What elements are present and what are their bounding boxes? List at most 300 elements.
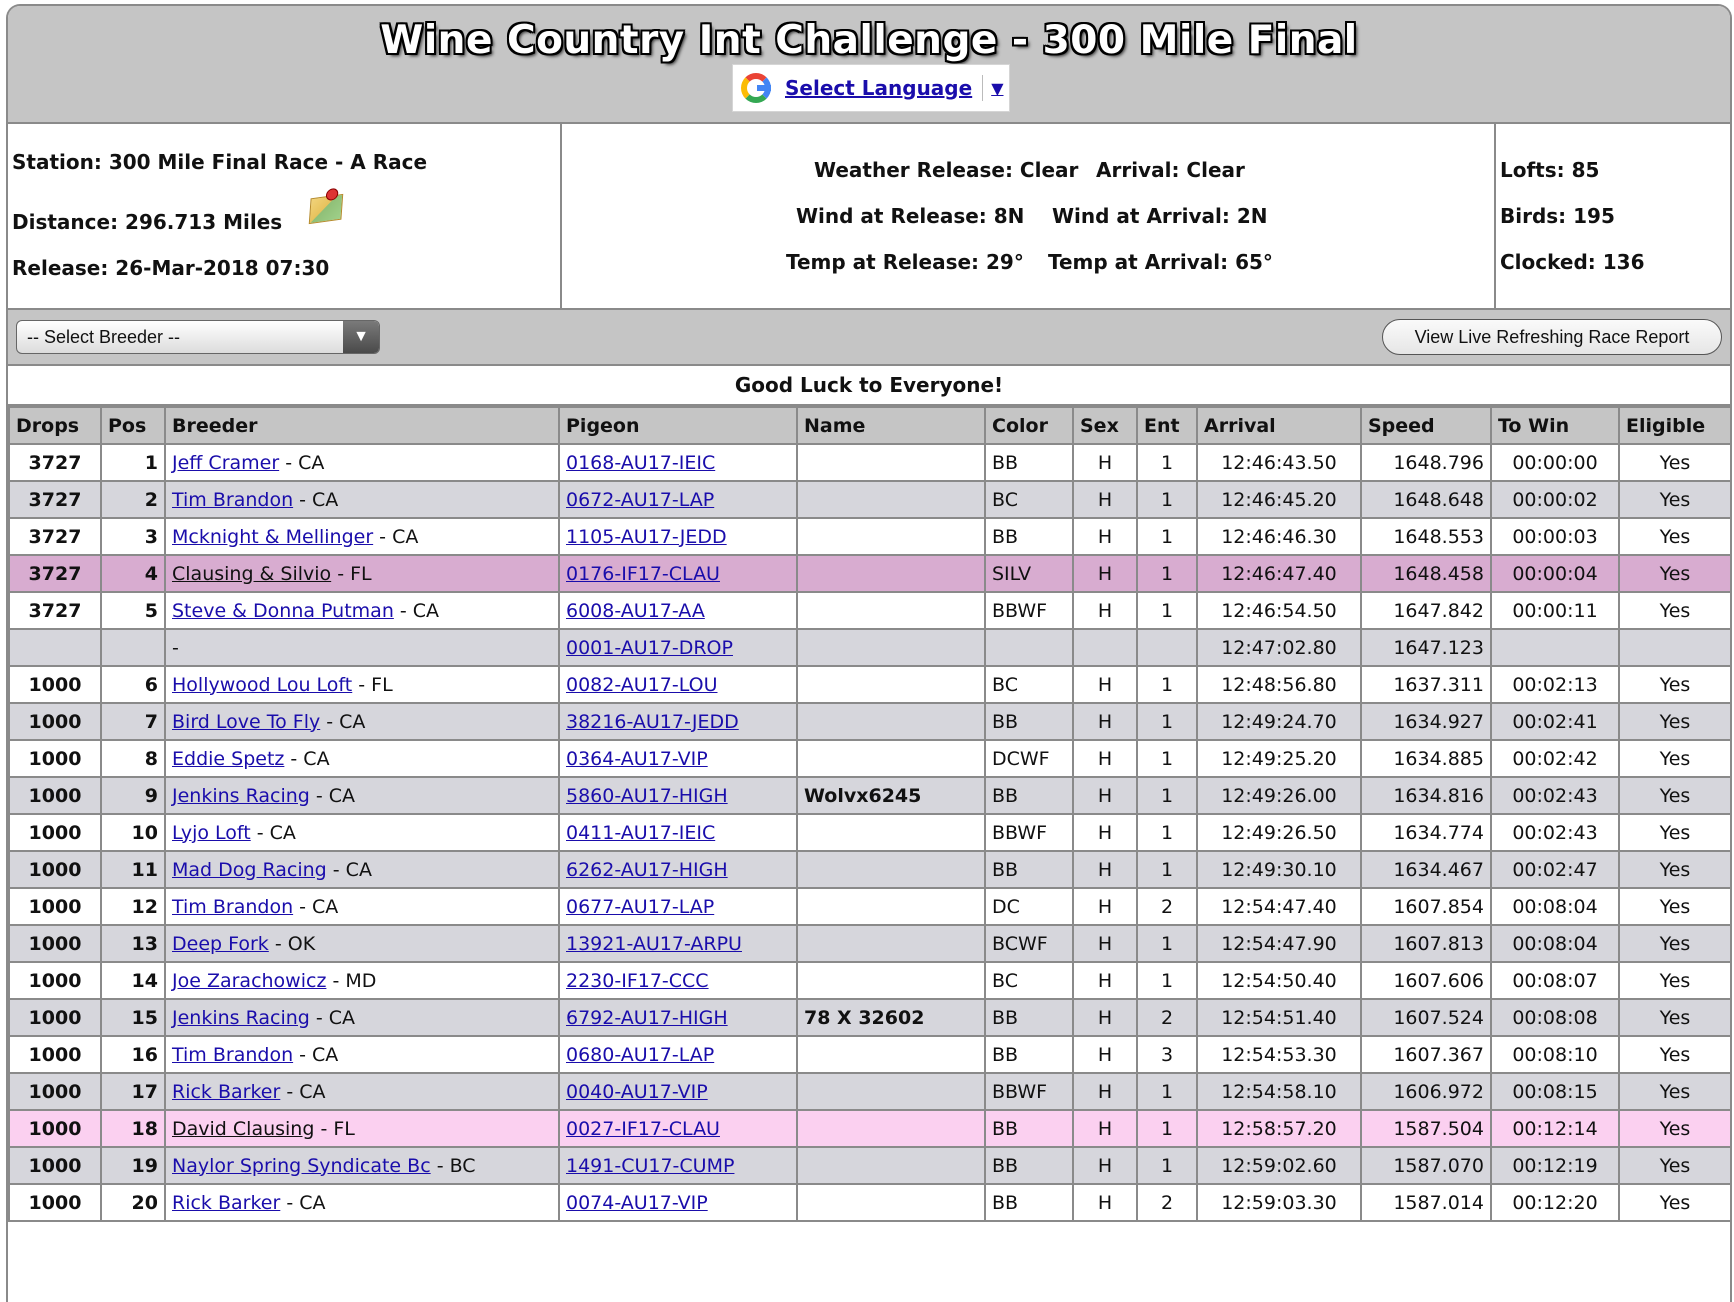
breeder-link[interactable]: Rick Barker bbox=[172, 1191, 281, 1214]
pigeon-cell bbox=[559, 888, 797, 925]
pos-cell: 9 bbox=[101, 777, 165, 814]
drops-cell: 3727 bbox=[9, 444, 101, 481]
breeder-state: - CA bbox=[326, 858, 372, 881]
drops-cell: 1000 bbox=[9, 1184, 101, 1221]
ent-cell: 1 bbox=[1137, 740, 1197, 777]
speed-cell: 1634.816 bbox=[1361, 777, 1491, 814]
pigeon-cell bbox=[559, 851, 797, 888]
color-cell: BC bbox=[985, 481, 1073, 518]
pigeon-link[interactable]: 5860-AU17-HIGH bbox=[566, 784, 728, 807]
to-win-cell: 00:08:04 bbox=[1491, 888, 1619, 925]
color-cell: BCWF bbox=[985, 925, 1073, 962]
breeder-link[interactable]: Tim Brandon bbox=[172, 895, 294, 918]
temp-arrival: Temp at Arrival: 65° bbox=[1048, 250, 1273, 274]
breeder-state: - FL bbox=[352, 673, 393, 696]
pigeon-link[interactable]: 0027-IF17-CLAU bbox=[566, 1117, 720, 1140]
eligible-cell: Yes bbox=[1619, 888, 1731, 925]
clocked-count: Clocked: 136 bbox=[1500, 250, 1645, 274]
pigeon-cell bbox=[559, 1110, 797, 1147]
eligible-cell: Yes bbox=[1619, 814, 1731, 851]
pigeon-link[interactable]: 0001-AU17-DROP bbox=[566, 636, 733, 659]
sex-cell bbox=[1073, 629, 1137, 666]
ent-cell: 1 bbox=[1137, 1110, 1197, 1147]
eligible-cell: Yes bbox=[1619, 740, 1731, 777]
speed-cell: 1606.972 bbox=[1361, 1073, 1491, 1110]
breeder-link[interactable]: Lyjo Loft bbox=[172, 821, 251, 844]
to-win-cell: 00:08:07 bbox=[1491, 962, 1619, 999]
pigeon-cell bbox=[559, 1184, 797, 1221]
eligible-cell: Yes bbox=[1619, 1073, 1731, 1110]
arrival-cell: 12:59:02.60 bbox=[1197, 1147, 1361, 1184]
pos-cell: 15 bbox=[101, 999, 165, 1036]
to-win-cell: 00:00:00 bbox=[1491, 444, 1619, 481]
breeder-link[interactable]: Naylor Spring Syndicate Bc bbox=[172, 1154, 431, 1177]
drops-cell: 1000 bbox=[9, 851, 101, 888]
drops-cell: 1000 bbox=[9, 777, 101, 814]
column-header-pigeon: Pigeon bbox=[559, 407, 797, 444]
to-win-cell: 00:08:08 bbox=[1491, 999, 1619, 1036]
breeder-link[interactable]: Bird Love To Fly bbox=[172, 710, 321, 733]
wind-arrival: Wind at Arrival: 2N bbox=[1052, 204, 1268, 228]
to-win-cell: 00:08:10 bbox=[1491, 1036, 1619, 1073]
drops-cell: 1000 bbox=[9, 925, 101, 962]
pigeon-link[interactable]: 38216-AU17-JEDD bbox=[566, 710, 739, 733]
breeder-link[interactable]: Jenkins Racing bbox=[172, 1006, 310, 1029]
pigeon-link[interactable]: 0677-AU17-LAP bbox=[566, 895, 715, 918]
page-title: Wine Country Int Challenge - 300 Mile Final bbox=[380, 18, 1358, 63]
speed-cell: 1607.524 bbox=[1361, 999, 1491, 1036]
language-selector[interactable] bbox=[732, 64, 1010, 112]
table-row bbox=[9, 1184, 1731, 1221]
breeder-cell bbox=[165, 555, 559, 592]
breeder-state: - CA bbox=[280, 1191, 326, 1214]
breeder-select-value: -- Select Breeder -- bbox=[27, 326, 181, 347]
pos-cell bbox=[101, 629, 165, 666]
breeder-state: - CA bbox=[293, 488, 339, 511]
speed-cell: 1648.553 bbox=[1361, 518, 1491, 555]
breeder-link[interactable]: Hollywood Lou Loft bbox=[172, 673, 353, 696]
name-cell bbox=[797, 518, 985, 555]
sex-cell: H bbox=[1073, 481, 1137, 518]
drops-cell: 1000 bbox=[9, 740, 101, 777]
breeder-state: - CA bbox=[309, 1006, 356, 1029]
ent-cell: 1 bbox=[1137, 666, 1197, 703]
color-cell: DC bbox=[985, 888, 1073, 925]
arrival-cell: 12:49:24.70 bbox=[1197, 703, 1361, 740]
pigeon-cell bbox=[559, 1147, 797, 1184]
pigeon-link[interactable]: 2230-IF17-CCC bbox=[566, 969, 709, 992]
table-row bbox=[9, 444, 1731, 481]
pigeon-link[interactable]: 0074-AU17-VIP bbox=[566, 1191, 708, 1214]
arrival-cell: 12:54:50.40 bbox=[1197, 962, 1361, 999]
breeder-state: - BC bbox=[430, 1154, 476, 1177]
pigeon-link[interactable]: 0082-AU17-LOU bbox=[566, 673, 718, 696]
breeder-cell bbox=[165, 1147, 559, 1184]
breeder-link[interactable]: Rick Barker bbox=[172, 1080, 281, 1103]
drops-cell: 1000 bbox=[9, 703, 101, 740]
arrival-cell: 12:59:03.30 bbox=[1197, 1184, 1361, 1221]
pigeon-cell bbox=[559, 925, 797, 962]
breeder-cell bbox=[165, 481, 559, 518]
race-info-station bbox=[8, 124, 562, 308]
color-cell: BBWF bbox=[985, 592, 1073, 629]
drops-cell: 1000 bbox=[9, 1073, 101, 1110]
breeder-cell bbox=[165, 444, 559, 481]
drops-cell: 1000 bbox=[9, 1110, 101, 1147]
breeder-link[interactable]: Jenkins Racing bbox=[172, 784, 310, 807]
sex-cell: H bbox=[1073, 999, 1137, 1036]
table-row bbox=[9, 1036, 1731, 1073]
breeder-state: - CA bbox=[280, 1080, 326, 1103]
arrival-cell: 12:49:26.00 bbox=[1197, 777, 1361, 814]
map-icon[interactable] bbox=[309, 194, 343, 224]
pos-cell: 10 bbox=[101, 814, 165, 851]
arrival-cell: 12:46:47.40 bbox=[1197, 555, 1361, 592]
breeder-link[interactable]: Mad Dog Racing bbox=[172, 858, 327, 881]
color-cell: BB bbox=[985, 777, 1073, 814]
name-cell bbox=[797, 666, 985, 703]
table-row bbox=[9, 666, 1731, 703]
speed-cell: 1634.885 bbox=[1361, 740, 1491, 777]
pos-cell: 2 bbox=[101, 481, 165, 518]
arrival-cell: 12:46:54.50 bbox=[1197, 592, 1361, 629]
pigeon-link[interactable]: 0364-AU17-VIP bbox=[566, 747, 708, 770]
pos-cell: 5 bbox=[101, 592, 165, 629]
breeder-cell bbox=[165, 962, 559, 999]
name-cell bbox=[797, 888, 985, 925]
breeder-link[interactable]: David Clausing bbox=[172, 1117, 315, 1140]
pigeon-cell bbox=[559, 999, 797, 1036]
pos-cell: 3 bbox=[101, 518, 165, 555]
sex-cell: H bbox=[1073, 1184, 1137, 1221]
name-cell bbox=[797, 1036, 985, 1073]
arrival-cell: 12:54:47.40 bbox=[1197, 888, 1361, 925]
drops-cell: 3727 bbox=[9, 481, 101, 518]
eligible-cell: Yes bbox=[1619, 592, 1731, 629]
breeder-link[interactable]: Joe Zarachowicz bbox=[172, 969, 327, 992]
drops-cell: 1000 bbox=[9, 1147, 101, 1184]
to-win-cell: 00:00:04 bbox=[1491, 555, 1619, 592]
pigeon-cell bbox=[559, 777, 797, 814]
eligible-cell: Yes bbox=[1619, 1184, 1731, 1221]
breeder-cell bbox=[165, 592, 559, 629]
name-cell: 78 X 32602 bbox=[797, 999, 985, 1036]
eligible-cell: Yes bbox=[1619, 481, 1731, 518]
color-cell: BB bbox=[985, 518, 1073, 555]
eligible-cell: Yes bbox=[1619, 1036, 1731, 1073]
race-info-counts bbox=[1496, 124, 1730, 308]
language-divider bbox=[982, 75, 983, 101]
speed-cell: 1648.796 bbox=[1361, 444, 1491, 481]
table-row bbox=[9, 1110, 1731, 1147]
breeder-link[interactable]: Tim Brandon bbox=[172, 1043, 294, 1066]
message-banner: Good Luck to Everyone! bbox=[8, 366, 1730, 406]
breeder-cell bbox=[165, 629, 559, 666]
breeder-link[interactable]: Jeff Cramer bbox=[172, 451, 280, 474]
pigeon-cell bbox=[559, 962, 797, 999]
speed-cell: 1648.458 bbox=[1361, 555, 1491, 592]
breeder-cell bbox=[165, 999, 559, 1036]
name-cell bbox=[797, 481, 985, 518]
pigeon-cell bbox=[559, 740, 797, 777]
speed-cell: 1634.927 bbox=[1361, 703, 1491, 740]
to-win-cell: 00:00:02 bbox=[1491, 481, 1619, 518]
color-cell: BB bbox=[985, 1147, 1073, 1184]
arrival-cell: 12:54:53.30 bbox=[1197, 1036, 1361, 1073]
ent-cell: 1 bbox=[1137, 703, 1197, 740]
pigeon-link[interactable]: 6792-AU17-HIGH bbox=[566, 1006, 728, 1029]
select-language-link[interactable]: Select Language bbox=[785, 76, 973, 100]
toolbar bbox=[8, 310, 1730, 366]
color-cell: BB bbox=[985, 1184, 1073, 1221]
color-cell: BB bbox=[985, 1110, 1073, 1147]
speed-cell: 1637.311 bbox=[1361, 666, 1491, 703]
to-win-cell: 00:12:20 bbox=[1491, 1184, 1619, 1221]
pigeon-link[interactable]: 0672-AU17-LAP bbox=[566, 488, 715, 511]
eligible-cell bbox=[1619, 629, 1731, 666]
breeder-cell bbox=[165, 1184, 559, 1221]
release-text: Release: 26-Mar-2018 07:30 bbox=[12, 256, 330, 280]
pigeon-cell bbox=[559, 481, 797, 518]
name-cell bbox=[797, 814, 985, 851]
breeder-state: - CA bbox=[320, 710, 366, 733]
drops-cell: 3727 bbox=[9, 518, 101, 555]
table-row bbox=[9, 592, 1731, 629]
sex-cell: H bbox=[1073, 777, 1137, 814]
pos-cell: 20 bbox=[101, 1184, 165, 1221]
table-row bbox=[9, 999, 1731, 1036]
pigeon-link[interactable]: 13921-AU17-ARPU bbox=[566, 932, 742, 955]
title-bar bbox=[8, 6, 1730, 124]
breeder-select[interactable] bbox=[16, 320, 380, 354]
breeder-cell bbox=[165, 777, 559, 814]
breeder-cell bbox=[165, 851, 559, 888]
ent-cell: 1 bbox=[1137, 481, 1197, 518]
arrival-cell: 12:49:26.50 bbox=[1197, 814, 1361, 851]
eligible-cell: Yes bbox=[1619, 1147, 1731, 1184]
pos-cell: 7 bbox=[101, 703, 165, 740]
race-info bbox=[8, 124, 1730, 310]
wind-release: Wind at Release: 8N bbox=[796, 204, 1025, 228]
color-cell: SILV bbox=[985, 555, 1073, 592]
ent-cell: 2 bbox=[1137, 1184, 1197, 1221]
eligible-cell: Yes bbox=[1619, 518, 1731, 555]
eligible-cell: Yes bbox=[1619, 925, 1731, 962]
table-row bbox=[9, 1147, 1731, 1184]
ent-cell: 1 bbox=[1137, 444, 1197, 481]
to-win-cell: 00:00:11 bbox=[1491, 592, 1619, 629]
table-header bbox=[9, 407, 1731, 444]
table-row bbox=[9, 703, 1731, 740]
drops-cell: 1000 bbox=[9, 999, 101, 1036]
chevron-down-icon[interactable]: ▼ bbox=[991, 78, 1004, 98]
pigeon-cell bbox=[559, 555, 797, 592]
race-info-weather bbox=[562, 124, 1496, 308]
pigeon-link[interactable]: 0040-AU17-VIP bbox=[566, 1080, 708, 1103]
arrival-cell: 12:46:46.30 bbox=[1197, 518, 1361, 555]
arrival-cell: 12:49:30.10 bbox=[1197, 851, 1361, 888]
sex-cell: H bbox=[1073, 703, 1137, 740]
breeder-state: - CA bbox=[293, 895, 339, 918]
color-cell: BC bbox=[985, 962, 1073, 999]
name-cell bbox=[797, 851, 985, 888]
drops-cell: 1000 bbox=[9, 814, 101, 851]
column-header-name: Name bbox=[797, 407, 985, 444]
pigeon-cell bbox=[559, 1036, 797, 1073]
breeder-cell bbox=[165, 1110, 559, 1147]
ent-cell: 1 bbox=[1137, 555, 1197, 592]
ent-cell: 2 bbox=[1137, 888, 1197, 925]
breeder-link[interactable]: Mcknight & Mellinger bbox=[172, 525, 374, 548]
arrival-cell: 12:47:02.80 bbox=[1197, 629, 1361, 666]
distance-text: Distance: 296.713 Miles bbox=[12, 210, 283, 234]
drops-cell: 1000 bbox=[9, 888, 101, 925]
speed-cell: 1587.504 bbox=[1361, 1110, 1491, 1147]
breeder-state: - OK bbox=[268, 932, 316, 955]
pigeon-link[interactable]: 0680-AU17-LAP bbox=[566, 1043, 715, 1066]
sex-cell: H bbox=[1073, 740, 1137, 777]
color-cell: BB bbox=[985, 999, 1073, 1036]
pigeon-link[interactable]: 0411-AU17-IEIC bbox=[566, 821, 716, 844]
breeder-cell bbox=[165, 888, 559, 925]
speed-cell: 1587.014 bbox=[1361, 1184, 1491, 1221]
ent-cell: 3 bbox=[1137, 1036, 1197, 1073]
color-cell: BB bbox=[985, 851, 1073, 888]
breeder-link[interactable]: Tim Brandon bbox=[172, 488, 294, 511]
breeder-link[interactable]: Steve & Donna Putman bbox=[172, 599, 394, 622]
sex-cell: H bbox=[1073, 592, 1137, 629]
breeder-cell bbox=[165, 814, 559, 851]
eligible-cell: Yes bbox=[1619, 777, 1731, 814]
sex-cell: H bbox=[1073, 1073, 1137, 1110]
pigeon-link[interactable]: 6008-AU17-AA bbox=[566, 599, 705, 622]
color-cell: BC bbox=[985, 666, 1073, 703]
temp-release: Temp at Release: 29° bbox=[786, 250, 1024, 274]
sex-cell: H bbox=[1073, 962, 1137, 999]
pigeon-cell bbox=[559, 629, 797, 666]
ent-cell: 1 bbox=[1137, 962, 1197, 999]
arrival-cell: 12:48:56.80 bbox=[1197, 666, 1361, 703]
ent-cell: 1 bbox=[1137, 925, 1197, 962]
to-win-cell: 00:02:42 bbox=[1491, 740, 1619, 777]
pos-cell: 14 bbox=[101, 962, 165, 999]
eligible-cell: Yes bbox=[1619, 444, 1731, 481]
eligible-cell: Yes bbox=[1619, 962, 1731, 999]
eligible-cell: Yes bbox=[1619, 555, 1731, 592]
breeder-state: - CA bbox=[293, 1043, 339, 1066]
table-row bbox=[9, 1073, 1731, 1110]
sex-cell: H bbox=[1073, 1147, 1137, 1184]
breeder-state: - CA bbox=[373, 525, 419, 548]
pos-cell: 12 bbox=[101, 888, 165, 925]
color-cell: BB bbox=[985, 444, 1073, 481]
pos-cell: 17 bbox=[101, 1073, 165, 1110]
breeder-link[interactable]: Eddie Spetz bbox=[172, 747, 285, 770]
breeder-state: - CA bbox=[284, 747, 330, 770]
breeder-cell bbox=[165, 1036, 559, 1073]
name-cell bbox=[797, 703, 985, 740]
column-header-pos: Pos bbox=[101, 407, 165, 444]
sex-cell: H bbox=[1073, 1110, 1137, 1147]
ent-cell: 1 bbox=[1137, 1073, 1197, 1110]
sex-cell: H bbox=[1073, 851, 1137, 888]
name-cell bbox=[797, 1073, 985, 1110]
live-report-button[interactable]: View Live Refreshing Race Report bbox=[1382, 319, 1722, 355]
column-header-arrival: Arrival bbox=[1197, 407, 1361, 444]
speed-cell: 1587.070 bbox=[1361, 1147, 1491, 1184]
pos-cell: 11 bbox=[101, 851, 165, 888]
lofts-count: Lofts: 85 bbox=[1500, 158, 1600, 182]
results-table bbox=[8, 406, 1732, 1222]
pigeon-cell bbox=[559, 666, 797, 703]
pigeon-link[interactable]: 0176-IF17-CLAU bbox=[566, 562, 720, 585]
breeder-cell bbox=[165, 1073, 559, 1110]
breeder-state: - CA bbox=[309, 784, 356, 807]
ent-cell: 1 bbox=[1137, 851, 1197, 888]
column-header-drops: Drops bbox=[9, 407, 101, 444]
name-cell bbox=[797, 962, 985, 999]
color-cell: BB bbox=[985, 703, 1073, 740]
name-cell bbox=[797, 1147, 985, 1184]
sex-cell: H bbox=[1073, 518, 1137, 555]
sex-cell: H bbox=[1073, 888, 1137, 925]
breeder-state: - FL bbox=[314, 1117, 355, 1140]
breeder-link[interactable]: Clausing & Silvio bbox=[172, 562, 332, 585]
ent-cell: 1 bbox=[1137, 518, 1197, 555]
speed-cell: 1607.813 bbox=[1361, 925, 1491, 962]
pigeon-link[interactable]: 6262-AU17-HIGH bbox=[566, 858, 728, 881]
pos-cell: 6 bbox=[101, 666, 165, 703]
table-row bbox=[9, 518, 1731, 555]
name-cell bbox=[797, 629, 985, 666]
weather-release: Weather Release: Clear bbox=[814, 158, 1079, 182]
chevron-down-icon[interactable]: ▼ bbox=[343, 321, 379, 353]
ent-cell bbox=[1137, 629, 1197, 666]
ent-cell: 2 bbox=[1137, 999, 1197, 1036]
pigeon-cell bbox=[559, 518, 797, 555]
breeder-state: - CA bbox=[393, 599, 440, 622]
drops-cell bbox=[9, 629, 101, 666]
pigeon-link[interactable]: 0168-AU17-IEIC bbox=[566, 451, 716, 474]
drops-cell: 1000 bbox=[9, 666, 101, 703]
drops-cell: 3727 bbox=[9, 592, 101, 629]
column-header-ent: Ent bbox=[1137, 407, 1197, 444]
pos-cell: 13 bbox=[101, 925, 165, 962]
arrival-cell: 12:58:57.20 bbox=[1197, 1110, 1361, 1147]
table-row bbox=[9, 925, 1731, 962]
sex-cell: H bbox=[1073, 925, 1137, 962]
column-header-to-win: To Win bbox=[1491, 407, 1619, 444]
speed-cell: 1647.842 bbox=[1361, 592, 1491, 629]
to-win-cell: 00:08:04 bbox=[1491, 925, 1619, 962]
to-win-cell: 00:12:19 bbox=[1491, 1147, 1619, 1184]
ent-cell: 1 bbox=[1137, 1147, 1197, 1184]
ent-cell: 1 bbox=[1137, 814, 1197, 851]
table-row bbox=[9, 814, 1731, 851]
pigeon-link[interactable]: 1491-CU17-CUMP bbox=[566, 1154, 735, 1177]
station-text: Station: 300 Mile Final Race - A Race bbox=[12, 150, 428, 174]
pigeon-cell bbox=[559, 814, 797, 851]
to-win-cell: 00:02:41 bbox=[1491, 703, 1619, 740]
breeder-state: - bbox=[172, 636, 179, 659]
column-header-sex: Sex bbox=[1073, 407, 1137, 444]
speed-cell: 1634.467 bbox=[1361, 851, 1491, 888]
ent-cell: 1 bbox=[1137, 592, 1197, 629]
breeder-state: - FL bbox=[331, 562, 372, 585]
google-icon bbox=[741, 73, 771, 103]
breeder-link[interactable]: Deep Fork bbox=[172, 932, 269, 955]
pigeon-link[interactable]: 1105-AU17-JEDD bbox=[566, 525, 727, 548]
